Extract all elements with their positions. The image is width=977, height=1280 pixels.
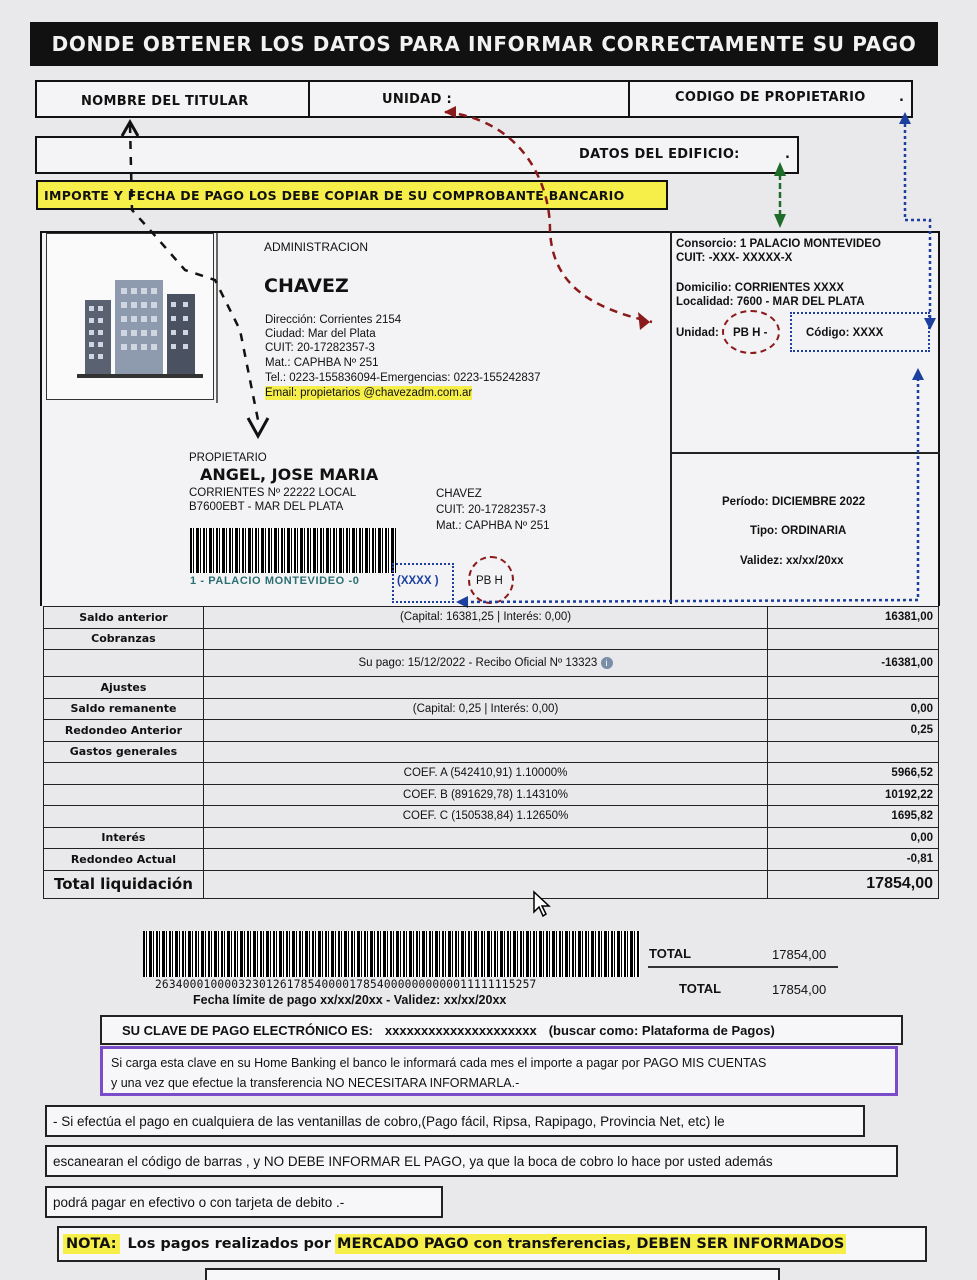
row-amount: 5966,52 xyxy=(768,763,939,785)
row-detail xyxy=(203,677,767,699)
arrows-overlay xyxy=(0,0,977,610)
field-nombre-titular: NOMBRE DEL TITULAR xyxy=(81,94,249,109)
row-amount: 1695,82 xyxy=(768,806,939,828)
propietario-barcode-code: (XXXX ) xyxy=(397,575,439,587)
clave-box xyxy=(100,1015,903,1045)
nota-label: NOTA: xyxy=(63,1234,120,1254)
admin-name: CHAVEZ xyxy=(264,275,349,297)
ventanilla-line1: - Si efectúa el pago en cualquiera de las ventanillas de cobro,(Pago fácil, Ripsa, Rapipago, Provincia Net, etc) le xyxy=(45,1105,865,1137)
row-detail xyxy=(203,720,767,742)
row-label xyxy=(44,650,204,677)
propietario-name: ANGEL, JOSE MARIA xyxy=(200,465,379,484)
row-amount xyxy=(768,677,939,699)
periodo-periodo: Período: DICIEMBRE 2022 xyxy=(722,496,866,508)
homebanking-line2: y una vez que efectue la transferencia NO NECESITARA INFORMARLA.- xyxy=(111,1076,520,1090)
periodo-validez: Validez: xx/xx/20xx xyxy=(740,555,844,567)
total-label: Total liquidación xyxy=(44,870,204,898)
propietario-barcode-line: 1 - PALACIO MONTEVIDEO -0 xyxy=(190,575,360,587)
row-amount: 0,00 xyxy=(768,827,939,849)
row-label xyxy=(44,806,204,828)
footer-total-value-2: 17854,00 xyxy=(772,982,827,997)
table-row xyxy=(44,698,939,720)
footer-total-label-2: TOTAL xyxy=(679,981,722,996)
row-detail-cell xyxy=(203,650,767,677)
row-amount: -16381,00 xyxy=(768,650,939,677)
row-detail xyxy=(203,741,767,763)
row-amount xyxy=(768,628,939,650)
row-label: Interés xyxy=(44,827,204,849)
periodo-tipo: Tipo: ORDINARIA xyxy=(750,525,847,537)
row-label: Cobranzas xyxy=(44,628,204,650)
row-detail: COEF. B (891629,78) 1.14310% xyxy=(203,784,767,806)
row-amount: 0,00 xyxy=(768,698,939,720)
total-row xyxy=(44,870,939,898)
consorcio-codigo: Código: XXXX xyxy=(806,327,884,339)
table-row xyxy=(44,741,939,763)
consorcio-unidad-label: Unidad: xyxy=(676,327,719,339)
row-detail: COEF. A (542410,91) 1.10000% xyxy=(203,763,767,785)
row-label: Redondeo Anterior xyxy=(44,720,204,742)
admin-label: ADMINISTRACION xyxy=(264,240,369,254)
table-row xyxy=(44,806,939,828)
row-detail xyxy=(203,827,767,849)
field-importe-fecha: IMPORTE Y FECHA DE PAGO LOS DEBE COPIAR DE SU COMPROBANTE BANCARIO xyxy=(44,188,625,203)
row-label: Saldo anterior xyxy=(44,607,204,629)
row-amount: 16381,00 xyxy=(768,607,939,629)
row-detail xyxy=(203,849,767,871)
consorcio-domicilio: Domicilio: CORRIENTES XXXX xyxy=(676,282,845,294)
nota-box xyxy=(57,1226,927,1262)
row-amount: 10192,22 xyxy=(768,784,939,806)
row-amount: 0,25 xyxy=(768,720,939,742)
liquidacion-table xyxy=(43,606,939,899)
admin-ciudad: Ciudad: Mar del Plata xyxy=(265,328,376,340)
table-row xyxy=(44,650,939,677)
footer-barcode xyxy=(143,931,640,977)
table-row xyxy=(44,827,939,849)
clave-hint: (buscar como: Plataforma de Pagos) xyxy=(548,1022,775,1038)
row-label: Gastos generales xyxy=(44,741,204,763)
row-label xyxy=(44,784,204,806)
row-label: Ajustes xyxy=(44,677,204,699)
info-icon[interactable]: i xyxy=(601,657,613,669)
admin-cuit: CUIT: 20-17282357-3 xyxy=(265,342,375,354)
row-detail: (Capital: 0,25 | Interés: 0,00) xyxy=(203,698,767,720)
homebanking-box xyxy=(100,1046,898,1096)
table-row xyxy=(44,677,939,699)
table-row xyxy=(44,763,939,785)
table-row xyxy=(44,628,939,650)
consorcio-name: Consorcio: 1 PALACIO MONTEVIDEO xyxy=(676,238,881,250)
admin-tel: Tel.: 0223-155836094-Emergencias: 0223-155242837 xyxy=(265,372,541,384)
propietario-adm1: CHAVEZ xyxy=(436,488,482,500)
total-detail xyxy=(203,870,767,898)
footer-total-label-1: TOTAL xyxy=(649,946,692,961)
row-detail: Su pago: 15/12/2022 - Recibo Oficial Nº 13323 xyxy=(358,657,598,669)
table-row xyxy=(44,784,939,806)
row-detail: (Capital: 16381,25 | Interés: 0,00) xyxy=(203,607,767,629)
field-unidad: UNIDAD : xyxy=(382,92,453,107)
table-row xyxy=(44,720,939,742)
clave-label: SU CLAVE DE PAGO ELECTRÓNICO ES: xyxy=(122,1022,373,1038)
field-datos-edificio: DATOS DEL EDIFICIO: xyxy=(579,147,740,162)
propietario-barcode-unit: PB H xyxy=(476,575,503,587)
total-amount: 17854,00 xyxy=(768,870,939,898)
admin-direccion: Dirección: Corrientes 2154 xyxy=(265,314,402,326)
row-label xyxy=(44,763,204,785)
mouse-cursor-icon xyxy=(532,890,552,918)
nota-text: Los pagos realizados por xyxy=(127,1236,332,1252)
row-amount: -0,81 xyxy=(768,849,939,871)
bottom-box-partial xyxy=(205,1268,780,1280)
row-label: Redondeo Actual xyxy=(44,849,204,871)
footer-barcode-number: 2634000100003230126178540000178540000000000011111115257 xyxy=(155,978,537,991)
propietario-adm2: CUIT: 20-17282357-3 xyxy=(436,504,546,516)
consorcio-unidad-value: PB H - xyxy=(733,327,768,339)
nota-highlight: MERCADO PAGO con transferencias, DEBEN SER INFORMADOS xyxy=(337,1236,845,1252)
propietario-label: PROPIETARIO xyxy=(189,452,267,464)
homebanking-line1: Si carga esta clave en su Home Banking el banco le informará cada mes el importe a pagar por PAGO MIS CUENTAS xyxy=(111,1056,767,1070)
ventanilla-line3: podrá pagar en efectivo o con tarjeta de debito .- xyxy=(45,1186,443,1218)
divider xyxy=(648,966,838,968)
consorcio-cuit: CUIT: -XXX- XXXXX-X xyxy=(676,252,793,264)
admin-email: Email: propietarios @chavezadm.com.ar xyxy=(265,387,473,399)
propietario-addr1: CORRIENTES Nº 22222 LOCAL xyxy=(189,487,357,499)
row-detail xyxy=(203,628,767,650)
clave-value[interactable]: xxxxxxxxxxxxxxxxxxxxx xyxy=(384,1022,537,1038)
row-label: Saldo remanente xyxy=(44,698,204,720)
row-detail: COEF. C (150538,84) 1.12650% xyxy=(203,806,767,828)
consorcio-localidad: Localidad: 7600 - MAR DEL PLATA xyxy=(676,296,865,308)
footer-fecha: Fecha límite de pago xx/xx/20xx - Validez: xx/xx/20xx xyxy=(193,993,507,1007)
table-row xyxy=(44,849,939,871)
table-row xyxy=(44,607,939,629)
propietario-addr2: B7600EBT - MAR DEL PLATA xyxy=(189,501,344,513)
field-codigo-propietario: CODIGO DE PROPIETARIO xyxy=(675,90,866,105)
dot-mark: . xyxy=(899,90,905,105)
ventanilla-line2: escanearan el código de barras , y NO DEBE INFORMAR EL PAGO, ya que la boca de cobro lo hace por usted además xyxy=(45,1145,898,1177)
dot-mark: . xyxy=(785,147,791,162)
page-title: DONDE OBTENER LOS DATOS PARA INFORMAR CORRECTAMENTE SU PAGO xyxy=(30,22,938,66)
footer-total-value-1: 17854,00 xyxy=(772,947,827,962)
row-amount xyxy=(768,741,939,763)
admin-mat: Mat.: CAPHBA Nº 251 xyxy=(265,357,379,369)
propietario-adm3: Mat.: CAPHBA Nº 251 xyxy=(436,520,550,532)
